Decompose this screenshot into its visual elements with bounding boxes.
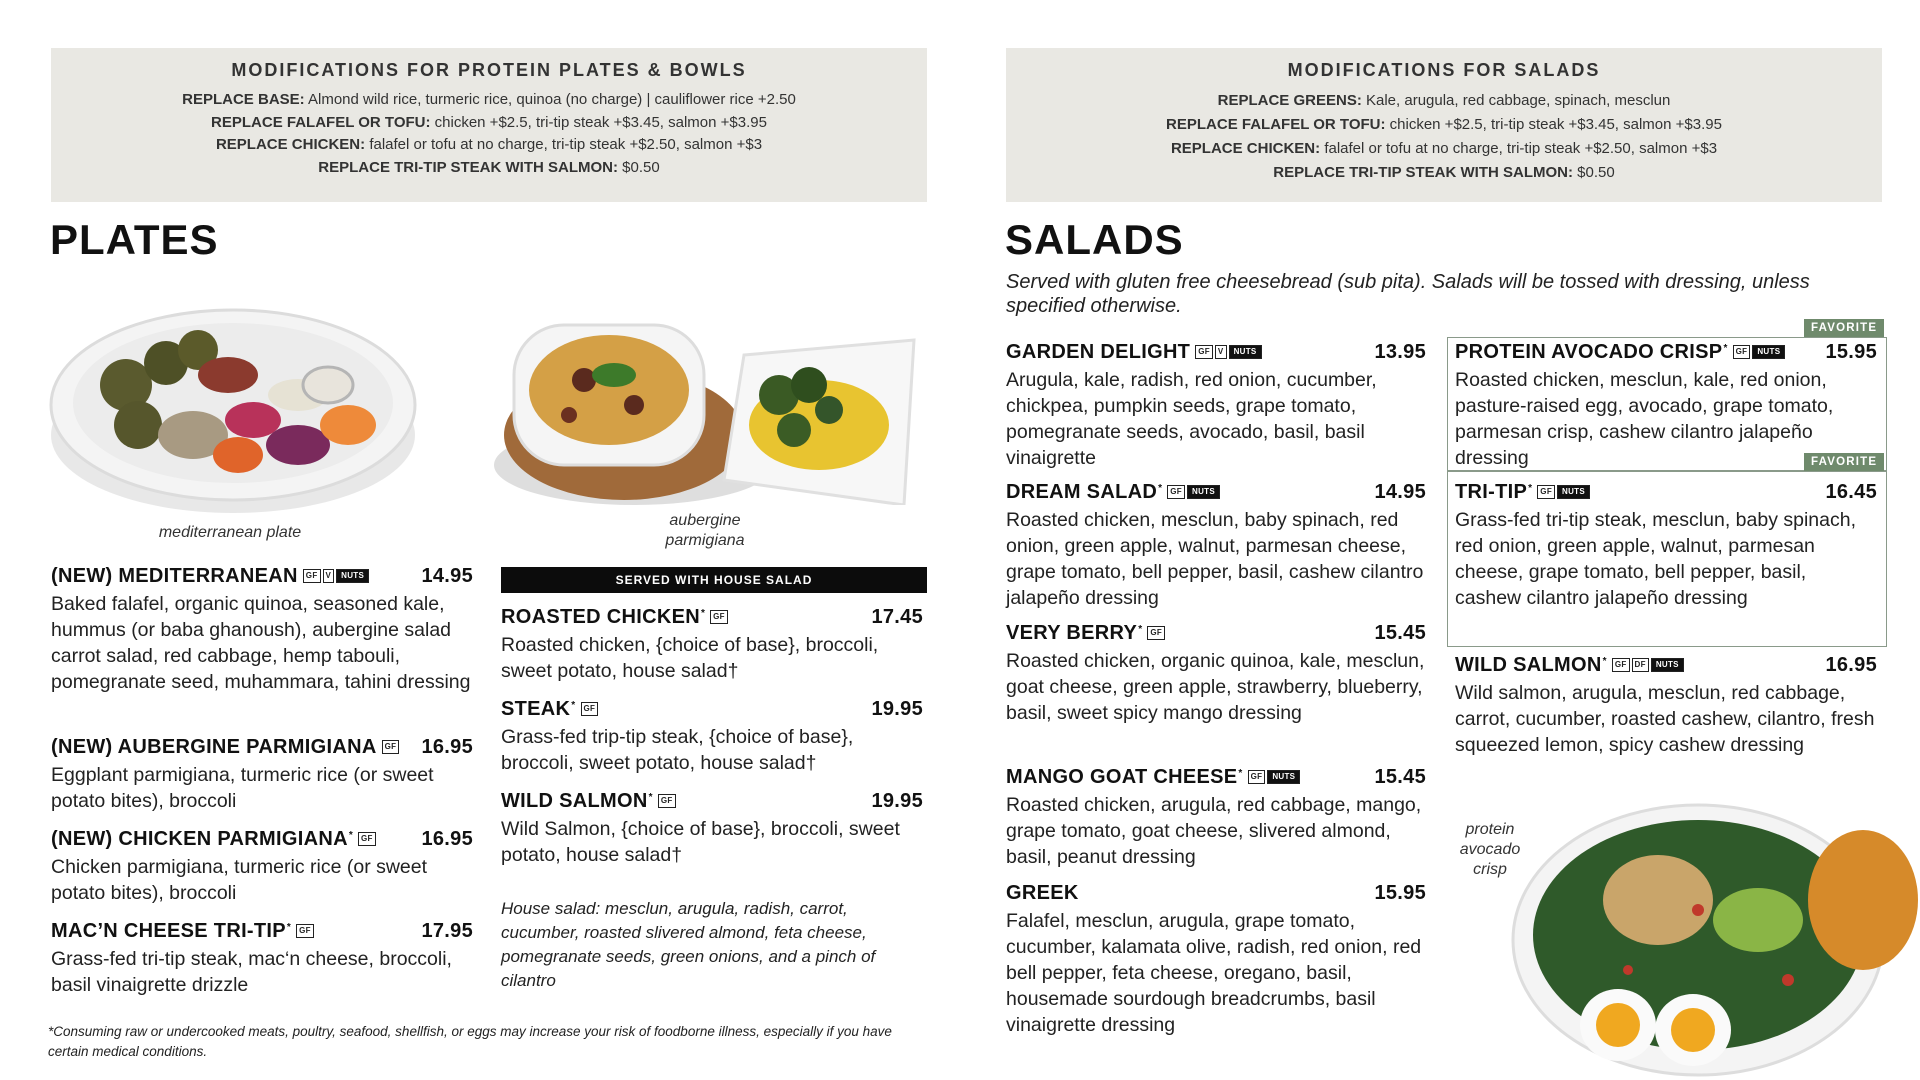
item-name: TRI-TIP — [1455, 480, 1528, 503]
vegan-tag: V — [1215, 345, 1227, 359]
menu-item-greek — [1006, 880, 1426, 1038]
mod-line: REPLACE FALAFEL OR TOFU: chicken +$2.5, tri-tip steak +$3.45, salmon +$3.95 — [1166, 116, 1722, 133]
menu-item-chicken-parmigiana: (NEW) CHICKEN PARMIGIANA * GF 16.95 Chicken parmigiana, turmeric rice (or sweet potato bites), broccoli — [51, 827, 473, 904]
mod-line: REPLACE TRI-TIP STEAK WITH SALMON: $0.50 — [1273, 164, 1615, 181]
item-description: Arugula, kale, radish, red onion, cucumber, chickpea, pumpkin seeds, grape tomato, pomegranate seeds, avocado, basil, basil vinaigrette — [1006, 369, 1377, 469]
item-price: 16.45 — [1825, 480, 1877, 503]
item-price: 17.95 — [421, 919, 473, 942]
item-description: Roasted chicken, mesclun, baby spinach, red onion, green apple, walnut, parmesan cheese, grape tomato, bell pepper, basil, cashew cilantro jalapeño dressing — [1006, 509, 1424, 609]
gf-tag: GF — [581, 702, 599, 716]
gf-tag: GF — [658, 794, 676, 808]
menu-item-roasted-chicken: ROASTED CHICKEN * GF 17.45 Roasted chicken, {choice of base}, broccoli, sweet potato, house salad† — [501, 605, 923, 682]
salads-subtitle: Served with gluten free cheesebread (sub pita). Salads will be tossed with dressing, unless specified otherwise. — [1006, 271, 1810, 317]
item-price: 16.95 — [421, 735, 473, 758]
item-description: Roasted chicken, organic quinoa, kale, mesclun, goat cheese, green apple, strawberry, blueberry, basil, sweet spicy mango dressing — [1006, 650, 1425, 724]
item-description: Roasted chicken, mesclun, kale, red onion, pasture-raised egg, avocado, grape tomato, parmesan crisp, cashew cilantro jalapeño dressing — [1455, 369, 1834, 469]
menu-item-very-berry: VERY BERRY * GF 15.45 Roasted chicken, organic quinoa, kale, mesclun, goat cheese, green apple, strawberry, blueberry, basil, sweet spicy mango dressing — [1006, 621, 1426, 724]
item-name: WILD SALMON — [501, 789, 648, 812]
aubergine-caption: aubergine parmigiana — [665, 512, 745, 549]
item-price: 14.95 — [421, 564, 473, 587]
menu-item-protein-avocado-crisp: PROTEIN AVOCADO CRISP * GF NUTS 15.95 Roasted chicken, mesclun, kale, red onion, pasture-raised egg, avocado, grape tomato, parmesan crisp, cashew cilantro jalapeño dressing — [1455, 340, 1877, 469]
item-name: (NEW) AUBERGINE PARMIGIANA — [51, 735, 377, 758]
menu-item-steak: STEAK * GF 19.95 Grass-fed trip-tip steak, {choice of base}, broccoli, sweet potato, house salad† — [501, 697, 923, 774]
favorite-badge: FAVORITE — [1804, 453, 1884, 471]
item-name: MANGO GOAT CHEESE — [1006, 765, 1238, 788]
item-name: DREAM SALAD — [1006, 480, 1158, 503]
item-description: Baked falafel, organic quinoa, seasoned kale, hummus (or baba ghanoush), aubergine salad carrot salad, red cabbage, hemp tabouli, pomegranate seed, muhammara, tahini dressing — [51, 593, 471, 693]
menu-item-garden-delight — [1006, 339, 1426, 471]
item-name: MAC’N CHEESE TRI-TIP — [51, 919, 286, 942]
mediterranean-plate-photo — [48, 285, 418, 515]
nuts-tag: NUTS — [1229, 345, 1262, 359]
aubergine-parmigiana-photo — [474, 315, 916, 505]
item-price: 19.95 — [871, 697, 923, 720]
nuts-tag: NUTS — [1752, 345, 1785, 359]
menu-item-tri-tip: TRI-TIP * GF NUTS 16.45 Grass-fed tri-tip steak, mesclun, baby spinach, red onion, green apple, walnut, parmesan cheese, grape tomato, bell pepper, basil, cashew cilantro jalapeño dressing — [1455, 480, 1877, 609]
gf-tag: GF — [1612, 658, 1630, 672]
house-salad-note: House salad: mesclun, arugula, radish, carrot, cucumber, roasted slivered almond, feta cheese, pomegranate seeds, green onions, and a pinch of cilantro — [501, 899, 876, 990]
favorite-badge: FAVORITE — [1804, 319, 1884, 337]
mod-line: REPLACE GREENS: Kale, arugula, red cabbage, spinach, mesclun — [1217, 92, 1671, 109]
item-name: VERY BERRY — [1006, 621, 1138, 644]
item-description: Roasted chicken, {choice of base}, broccoli, sweet potato, house salad† — [501, 634, 879, 682]
nuts-tag: NUTS — [336, 569, 369, 583]
item-price: 14.95 — [1374, 480, 1426, 503]
plates-modifications-title: MODIFICATIONS FOR PROTEIN PLATES & BOWLS — [231, 60, 747, 80]
mod-line: REPLACE CHICKEN: falafel or tofu at no charge, tri-tip steak +$2.50, salmon +$3 — [215, 136, 763, 153]
gf-tag: GF — [1167, 485, 1185, 499]
item-name: (NEW) CHICKEN PARMIGIANA — [51, 827, 348, 850]
menu-item-aubergine-parmigiana — [51, 734, 473, 814]
gf-tag: GF — [1733, 345, 1751, 359]
item-name: PROTEIN AVOCADO CRISP — [1455, 340, 1723, 363]
menu-item-dream-salad: DREAM SALAD * GF NUTS 14.95 Roasted chicken, mesclun, baby spinach, red onion, green apple, walnut, parmesan cheese, grape tomato, bell pepper, basil, cashew cilantro jalapeño dressing — [1006, 480, 1426, 609]
item-name: STEAK — [501, 697, 571, 720]
plates-title: PLATES — [50, 216, 219, 263]
menu-item-wild-salmon-plate: WILD SALMON * GF 19.95 Wild Salmon, {choice of base}, broccoli, sweet potato, house salad† — [501, 789, 923, 866]
house-salad-banner: SERVED WITH HOUSE SALAD — [501, 567, 927, 593]
item-name: GARDEN DELIGHT — [1006, 340, 1191, 363]
foodborne-illness-footnote: *Consuming raw or undercooked meats, poultry, seafood, shellfish, or eggs may increase your risk of foodborne illness, especially if you have certain medical conditions. — [48, 1024, 892, 1059]
item-price: 19.95 — [871, 789, 923, 812]
df-tag: DF — [1632, 658, 1649, 672]
mod-line: REPLACE CHICKEN: falafel or tofu at no charge, tri-tip steak +$2.50, salmon +$3 — [1170, 140, 1718, 157]
nuts-tag: NUTS — [1187, 485, 1220, 499]
menu-item-wild-salmon-salad: WILD SALMON * GF DF NUTS 16.95 Wild salmon, arugula, mesclun, red cabbage, carrot, cucumber, roasted cashew, cilantro, fresh squeezed lemon, spicy cashew dressing — [1455, 653, 1877, 756]
gf-tag: GF — [1147, 626, 1165, 640]
item-price: 16.95 — [1825, 653, 1877, 676]
item-price: 15.95 — [1825, 340, 1877, 363]
protein-avocado-crisp-caption: protein avocado crisp — [1459, 821, 1521, 878]
item-price: 15.45 — [1374, 765, 1426, 788]
nuts-tag: NUTS — [1651, 658, 1684, 672]
mediterranean-plate-caption: mediterranean plate — [158, 524, 302, 541]
plates-modifications-box — [51, 48, 927, 202]
salads-modifications-title: MODIFICATIONS FOR SALADS — [1287, 60, 1601, 80]
nuts-tag: NUTS — [1267, 770, 1300, 784]
item-description: Grass-fed tri-tip steak, mesclun, baby spinach, red onion, green apple, walnut, parmesan cheese, grape tomato, bell pepper, basil, cashew cilantro jalapeño dressing — [1455, 509, 1856, 609]
menu-item-mediterranean — [51, 563, 473, 695]
item-price: 13.95 — [1374, 340, 1426, 363]
vegan-tag: V — [323, 569, 335, 583]
mod-line: REPLACE TRI-TIP STEAK WITH SALMON: $0.50 — [318, 158, 660, 176]
item-description: Chicken parmigiana, turmeric rice (or sweet potato bites), broccoli — [51, 856, 428, 904]
item-price: 17.45 — [871, 605, 923, 628]
item-name: ROASTED CHICKEN — [501, 605, 700, 628]
salads-title: SALADS — [1005, 216, 1184, 263]
item-description: Wild salmon, arugula, mesclun, red cabbage, carrot, cucumber, roasted cashew, cilantro, fresh squeezed lemon, spicy cashew dressing — [1455, 682, 1875, 756]
item-name: (NEW) MEDITERRANEAN — [51, 564, 298, 587]
gf-tag: GF — [358, 832, 376, 846]
mod-line: REPLACE BASE: Almond wild rice, turmeric rice, quinoa (no charge) | cauliflower rice +2.50 — [182, 91, 796, 108]
item-description: Grass-fed trip-tip steak, {choice of base}, broccoli, sweet potato, house salad† — [501, 726, 854, 774]
mod-line: REPLACE FALAFEL OR TOFU: chicken +$2.5, tri-tip steak +$3.45, salmon +$3.95 — [211, 113, 767, 131]
gf-tag: GF — [1248, 770, 1266, 784]
menu-item-macn-cheese-tri-tip: MAC’N CHEESE TRI-TIP * GF 17.95 Grass-fed tri-tip steak, mac‘n cheese, broccoli, basil vinaigrette drizzle — [51, 919, 473, 996]
item-price: 15.45 — [1374, 621, 1426, 644]
gf-tag: GF — [303, 569, 321, 583]
item-name: WILD SALMON — [1455, 653, 1602, 676]
gf-tag: GF — [382, 740, 400, 754]
item-description: Eggplant parmigiana, turmeric rice (or sweet potato bites), broccoli — [51, 764, 434, 812]
menu-item-mango-goat-cheese: MANGO GOAT CHEESE * GF NUTS 15.45 Roasted chicken, arugula, red cabbage, mango, grape tomato, goat cheese, slivered almond, basil, peanut dressing — [1006, 765, 1426, 868]
salads-modifications-box — [1006, 48, 1882, 202]
gf-tag: GF — [1537, 485, 1555, 499]
item-description: Grass-fed tri-tip steak, mac‘n cheese, broccoli, basil vinaigrette drizzle — [51, 948, 452, 996]
item-description: Falafel, mesclun, arugula, grape tomato, cucumber, kalamata olive, radish, red onion, red bell pepper, feta cheese, oregano, basil, housemade sourdough breadcrumbs, basil vinaigrette dressing — [1006, 910, 1422, 1036]
nuts-tag: NUTS — [1557, 485, 1590, 499]
item-name: GREEK — [1006, 881, 1079, 904]
item-price: 16.95 — [421, 827, 473, 850]
gf-tag: GF — [710, 610, 728, 624]
item-description: Roasted chicken, arugula, red cabbage, mango, grape tomato, goat cheese, slivered almond, basil, peanut dressing — [1006, 794, 1422, 868]
protein-avocado-crisp-photo — [1508, 800, 1920, 1080]
gf-tag: GF — [296, 924, 314, 938]
item-description: Wild Salmon, {choice of base}, broccoli, sweet potato, house salad† — [501, 818, 900, 866]
item-price: 15.95 — [1374, 881, 1426, 904]
gf-tag: GF — [1195, 345, 1213, 359]
